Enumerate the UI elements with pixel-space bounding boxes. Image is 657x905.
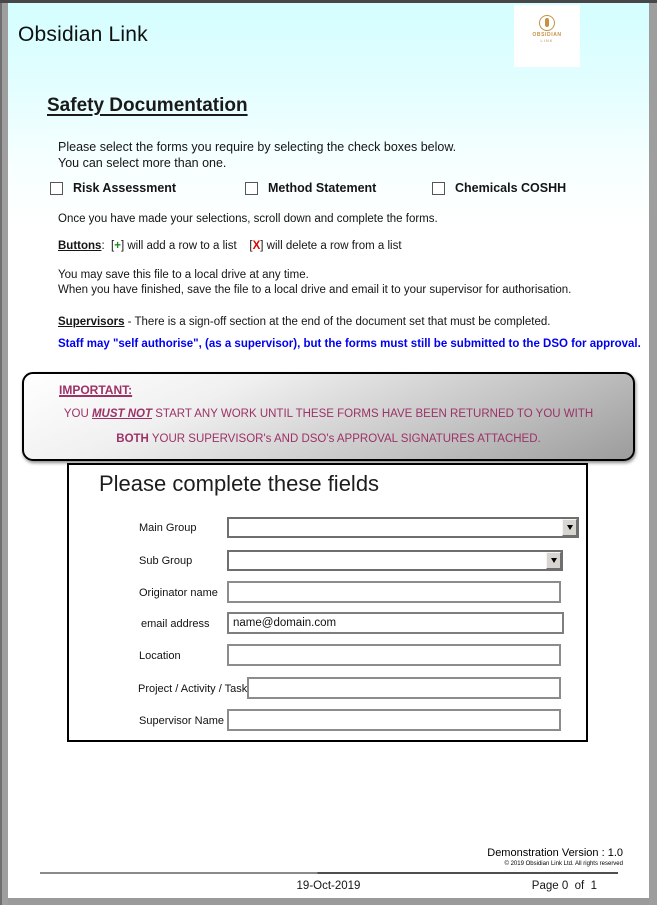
sub-group-dropdown-button[interactable]	[546, 552, 561, 569]
supervisors-word: Supervisors	[58, 316, 125, 328]
important-line1-post: START ANY WORK UNTIL THESE FORMS HAVE BEEN RETURNED TO YOU WITH	[152, 408, 594, 420]
delete-row-text: ] will delete a row from a list	[260, 240, 402, 252]
footer-date: 19-Oct-2019	[296, 880, 361, 892]
logo-sub-text: LINK	[540, 38, 554, 43]
instruction-buttons	[58, 240, 402, 252]
buttons-colon: :	[101, 240, 112, 252]
add-row-text: ] will add a row to a list	[120, 240, 237, 252]
important-line1-pre: YOU	[63, 408, 92, 420]
copyright-text: © 2019 Obsidian Link Ltd. All rights reserved	[504, 861, 623, 867]
x-icon: X	[252, 240, 261, 252]
logo-emblem-icon	[539, 15, 555, 31]
must-not-emphasis: MUST NOT	[91, 408, 153, 420]
save-note-2: When you have finished, save the file to a local drive and email it to your supervisor for authorisation.	[58, 284, 572, 296]
main-group-dropdown-button[interactable]	[562, 519, 577, 536]
form-title: Please complete these fields	[99, 471, 380, 496]
main-group-label: Main Group	[139, 522, 197, 534]
chevron-down-icon	[567, 525, 573, 530]
intro-line-2: You can select more than one.	[58, 156, 227, 170]
page-title: Safety Documentation	[47, 95, 248, 116]
email-address-label: email address	[141, 618, 210, 630]
both-emphasis: BOTH	[116, 433, 149, 445]
method-statement-checkbox[interactable]	[245, 182, 258, 195]
footer-page-number: Page 0 of 1	[531, 880, 597, 892]
add-bracket-open: [	[111, 240, 115, 252]
checkbox-row-method-statement	[245, 180, 376, 196]
location-input[interactable]	[227, 644, 561, 666]
window-left-edge	[0, 0, 8, 905]
important-line2-post: YOUR SUPERVISOR's AND DSO's APPROVAL SIGNATURES ATTACHED.	[148, 433, 541, 445]
important-line-1	[24, 408, 633, 420]
window-top-edge	[0, 0, 657, 3]
checkbox-row-chemicals-coshh	[432, 180, 566, 196]
plus-icon: +	[114, 240, 121, 252]
supervisor-name-label: Supervisor Name	[139, 715, 224, 727]
project-activity-task-input[interactable]	[247, 677, 561, 699]
location-label: Location	[139, 650, 181, 662]
chevron-down-icon	[551, 558, 557, 563]
sub-group-combobox[interactable]	[227, 550, 563, 571]
window-right-edge	[649, 0, 657, 905]
chemicals-coshh-checkbox[interactable]	[432, 182, 445, 195]
chemicals-coshh-label: Chemicals COSHH	[455, 181, 567, 195]
footer-divider	[40, 872, 618, 874]
main-group-combobox[interactable]	[227, 517, 579, 538]
supervisors-text: - There is a sign-off section at the end of the document set that must be completed.	[124, 316, 551, 328]
project-activity-task-label: Project / Activity / Task	[138, 683, 248, 695]
del-bracket-open: [	[249, 240, 253, 252]
supervisors-note	[58, 316, 550, 328]
document-page	[8, 3, 649, 898]
obsidian-logo	[514, 5, 580, 67]
risk-assessment-checkbox[interactable]	[50, 182, 63, 195]
important-title: IMPORTANT:	[59, 383, 133, 397]
originator-name-label: Originator name	[139, 587, 218, 599]
save-note-1: You may save this file to a local drive at any time.	[58, 269, 309, 281]
instruction-once: Once you have made your selections, scroll down and complete the forms.	[58, 213, 438, 225]
supervisor-name-input[interactable]	[227, 709, 561, 731]
checkbox-row-risk-assessment	[50, 180, 176, 196]
risk-assessment-label: Risk Assessment	[73, 181, 177, 195]
intro-text	[58, 139, 456, 171]
complete-fields-form	[67, 463, 588, 742]
version-text: Demonstration Version : 1.0	[487, 847, 623, 859]
self-authorise-note: Staff may "self authorise", (as a supervisor), but the forms must still be submitted to the DSO for approval.	[58, 338, 641, 350]
important-warning-box	[22, 372, 635, 461]
sub-group-label: Sub Group	[139, 555, 193, 567]
logo-brand-text: OBSIDIAN	[532, 32, 562, 38]
intro-line-1: Please select the forms you require by selecting the check boxes below.	[58, 140, 457, 154]
email-address-input[interactable]	[227, 612, 564, 634]
gap-text	[237, 240, 253, 252]
buttons-word: Buttons	[58, 240, 102, 252]
app-title: Obsidian Link	[18, 23, 148, 46]
originator-name-input[interactable]	[227, 581, 561, 603]
method-statement-label: Method Statement	[268, 181, 377, 195]
important-line-2	[24, 433, 633, 445]
